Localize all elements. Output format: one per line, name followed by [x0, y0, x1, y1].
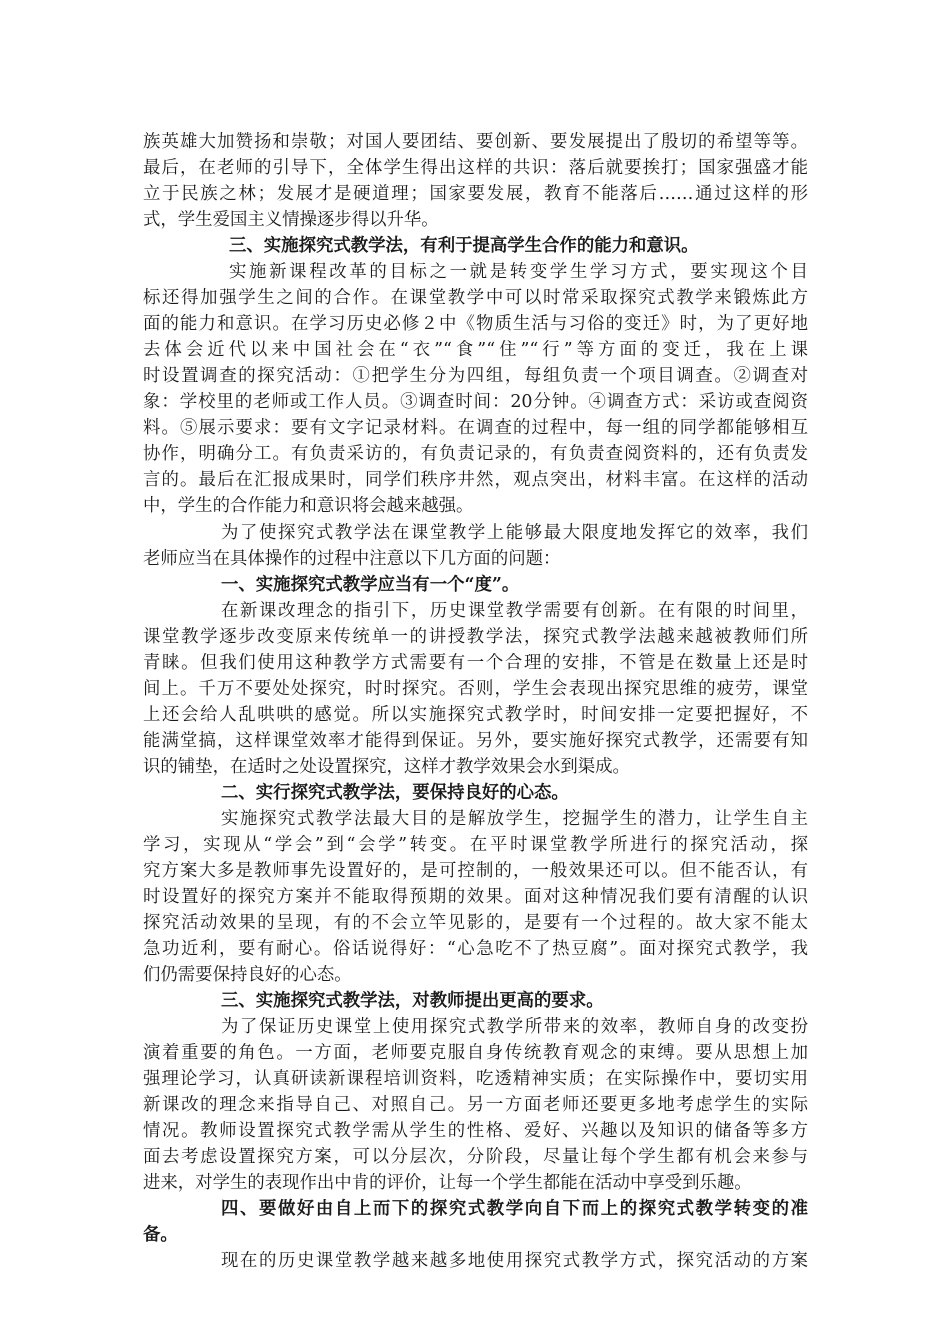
text-line: 识的铺垫，在适时之处设置探究，这样才教学效果会水到渠成。 — [143, 757, 630, 777]
text-line: 究方案大多是教师事先设置好的，是可控制的，一般效果还可以。但不能否认，有 — [143, 861, 808, 881]
text-line: 时设置好的探究方案并不能取得预期的效果。面对这种情况我们要有清醒的认识 — [143, 887, 808, 907]
text-line: 为了保证历史课堂上使用探究式教学所带来的效率，教师自身的改变扮 — [221, 1017, 808, 1037]
text-line: 料。⑤展示要求：要有文字记录材料。在调查的过程中，每一组的同学都能够相互 — [143, 418, 808, 438]
text-line: 新课改的理念来指导自己、对照自己。另一方面老师还要更多地考虑学生的实际 — [143, 1095, 808, 1115]
text-line: 式，学生爱国主义情操逐步得以升华。 — [143, 210, 439, 230]
section-heading: 三、实施探究式教学法，有利于提高学生合作的能力和意识。 — [229, 236, 699, 256]
section-heading: 三、实施探究式教学法，对教师提出更高的要求。 — [221, 991, 604, 1011]
text-line: 协作，明确分工。有负责采访的，有负责记录的，有负责查阅资料的，还有负责发 — [143, 444, 808, 464]
text-line: 最后，在老师的引导下，全体学生得出这样的共识：落后就要挨打；国家强盛才能 — [143, 158, 808, 178]
text-line: 在新课改理念的指引下，历史课堂教学需要有创新。在有限的时间里， — [221, 601, 808, 621]
text-line: 备。 — [143, 1225, 178, 1245]
text-line: 们仍需要保持良好的心态。 — [143, 965, 352, 985]
text-line: 演着重要的角色。一方面，老师要克服自身传统教育观念的束缚。要从思想上加 — [143, 1043, 808, 1063]
text-line: 中，学生的合作能力和意识将会越来越强。 — [143, 496, 474, 516]
text-line: 时设置调查的探究活动：①把学生分为四组，每组负责一个项目调查。②调查对 — [143, 366, 808, 386]
text-line: 学习，实现从“学会”到“会学”转变。在平时课堂教学所进行的探究活动，探 — [143, 835, 808, 855]
text-line: 去体会近代以来中国社会在“衣”“食”“住”“行”等方面的变迁，我在上课 — [143, 340, 808, 360]
text-line: 现在的历史课堂教学越来越多地使用探究式教学方式，探究活动的方案 — [221, 1251, 808, 1271]
text-line: 立于民族之林；发展才是硬道理；国家要发展，教育不能落后……通过这样的形 — [143, 184, 808, 204]
text-line: 青睐。但我们使用这种教学方式需要有一个合理的安排，不管是在数量上还是时 — [143, 653, 808, 673]
text-line: 急功近利，要有耐心。俗话说得好：“心急吃不了热豆腐”。面对探究式教学，我 — [143, 939, 808, 959]
text-line: 实施探究式教学法最大目的是解放学生，挖掘学生的潜力，让学生自主 — [221, 809, 808, 829]
text-line: 上还会给人乱哄哄的感觉。所以实施探究式教学时，时间安排一定要把握好，不 — [143, 705, 808, 725]
text-line: 象：学校里的老师或工作人员。③调查时间：20分钟。④调查方式：采访或查阅资 — [143, 392, 808, 412]
text-line: 进来，对学生的表现作出中肯的评价，让每一个学生都能在活动中享受到乐趣。 — [143, 1173, 752, 1193]
section-heading: 一、实施探究式教学应当有一个“度”。 — [221, 575, 520, 595]
section-heading: 四、要做好由自上而下的探究式教学向自下而上的探究式教学转变的准 — [221, 1199, 808, 1219]
text-line: 言的。最后在汇报成果时，同学们秩序井然，观点突出，材料丰富。在这样的活动 — [143, 470, 808, 490]
text-line: 面的能力和意识。在学习历史必修２中《物质生活与习俗的变迁》时，为了更好地 — [143, 314, 808, 334]
text-line: 间上。千万不要处处探究，时时探究。否则，学生会表现出探究思维的疲劳，课堂 — [143, 679, 808, 699]
text-line: 族英雄大加赞扬和崇敬；对国人要团结、要创新、要发展提出了殷切的希望等等。 — [143, 132, 808, 152]
text-line: 课堂教学逐步改变原来传统单一的讲授教学法，探究式教学法越来越被教师们所 — [143, 627, 808, 647]
text-line: 标还得加强学生之间的合作。在课堂教学中可以时常采取探究式教学来锻炼此方 — [143, 288, 808, 308]
text-line: 面去考虑设置探究方案，可以分层次，分阶段，尽量让每个学生都有机会来参与 — [143, 1147, 808, 1167]
text-line: 能满堂搞，这样课堂效率才能得到保证。另外，要实施好探究式教学，还需要有知 — [143, 731, 808, 751]
section-heading: 二、实行探究式教学法，要保持良好的心态。 — [221, 783, 569, 803]
text-line: 实施新课程改革的目标之一就是转变学生学习方式，要实现这个目 — [229, 262, 808, 282]
text-line: 强理论学习，认真研读新课程培训资料，吃透精神实质；在实际操作中，要切实用 — [143, 1069, 808, 1089]
text-line: 为了使探究式教学法在课堂教学上能够最大限度地发挥它的效率，我们 — [221, 523, 808, 543]
text-line: 情况。教师设置探究式教学需从学生的性格、爱好、兴趣以及知识的储备等多方 — [143, 1121, 808, 1141]
text-line: 老师应当在具体操作的过程中注意以下几方面的问题： — [143, 549, 561, 569]
text-line: 探究活动效果的呈现，有的不会立竿见影的，是要有一个过程的。故大家不能太 — [143, 913, 808, 933]
